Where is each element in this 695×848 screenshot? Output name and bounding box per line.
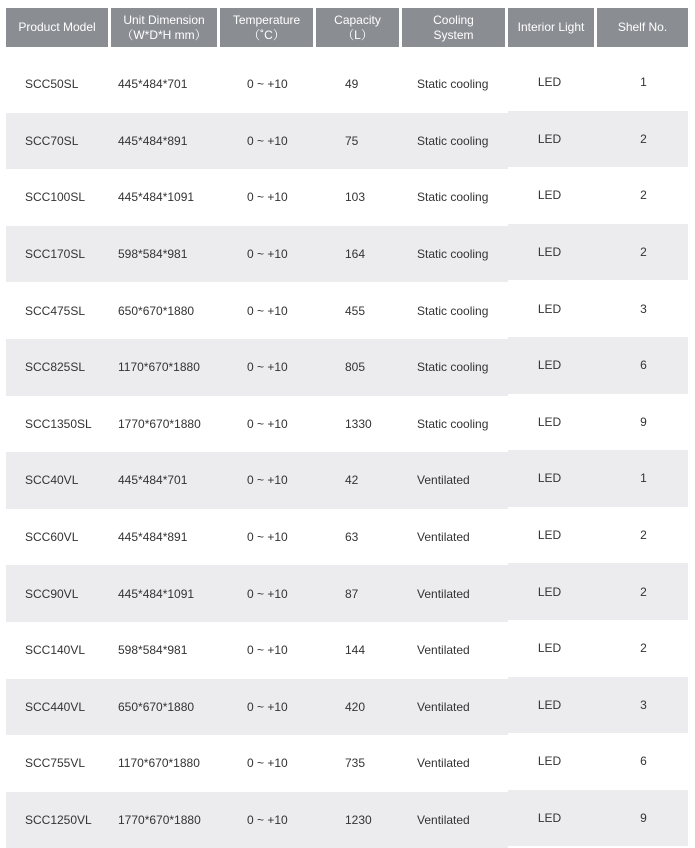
table-row — [6, 56, 688, 113]
header-temperature — [220, 8, 316, 47]
header-row — [6, 8, 688, 47]
cell-interior-light: LED — [508, 54, 597, 111]
cell-interior-light: LED — [508, 790, 597, 847]
cell-product-model: SCC475SL — [6, 282, 111, 339]
cell-shelf-no: 6 — [597, 733, 688, 790]
header-cooling-system — [402, 8, 508, 47]
table-row — [6, 396, 688, 453]
cell-capacity: 1330 — [316, 396, 402, 453]
cell-temperature: 0 ~ +10 — [220, 56, 316, 113]
cell-cooling-system: Ventilated — [402, 509, 508, 566]
cell-interior-light: LED — [508, 450, 597, 507]
cell-temperature: 0 ~ +10 — [220, 565, 316, 622]
cell-capacity: 75 — [316, 113, 402, 170]
cell-cooling-system: Static cooling — [402, 282, 508, 339]
cell-shelf-no: 2 — [597, 507, 688, 564]
cell-cooling-system: Ventilated — [402, 735, 508, 792]
cell-capacity: 63 — [316, 509, 402, 566]
header-product-model — [6, 8, 111, 47]
cell-interior-light: LED — [508, 280, 597, 337]
cell-temperature: 0 ~ +10 — [220, 113, 316, 170]
cell-capacity: 144 — [316, 622, 402, 679]
cell-unit-dimension: 1770*670*1880 — [111, 792, 220, 848]
header-unit: （L） — [342, 27, 373, 42]
cell-unit-dimension: 598*584*981 — [111, 622, 220, 679]
table-row — [6, 282, 688, 339]
header-label: Shelf No. — [617, 20, 668, 34]
cell-temperature: 0 ~ +10 — [220, 452, 316, 509]
cell-unit-dimension: 598*584*981 — [111, 226, 220, 283]
cell-temperature: 0 ~ +10 — [220, 735, 316, 792]
cell-cooling-system: Ventilated — [402, 452, 508, 509]
cell-capacity: 103 — [316, 169, 402, 226]
header-unit-dimension — [111, 8, 220, 47]
header-label: Temperature — [232, 12, 301, 27]
cell-product-model: SCC825SL — [6, 339, 111, 396]
cell-product-model: SCC40VL — [6, 452, 111, 509]
cell-temperature: 0 ~ +10 — [220, 509, 316, 566]
cell-capacity: 164 — [316, 226, 402, 283]
header-capacity — [316, 8, 402, 47]
cell-shelf-no: 2 — [597, 167, 688, 224]
cell-product-model: SCC440VL — [6, 679, 111, 736]
header-unit: System — [433, 27, 474, 42]
table-row — [6, 113, 688, 170]
cell-unit-dimension: 650*670*1880 — [111, 679, 220, 736]
cell-product-model: SCC90VL — [6, 565, 111, 622]
cell-temperature: 0 ~ +10 — [220, 679, 316, 736]
header-label: Interior Light — [517, 20, 585, 34]
cell-unit-dimension: 1170*670*1880 — [111, 735, 220, 792]
cell-temperature: 0 ~ +10 — [220, 339, 316, 396]
spec-table-container — [6, 8, 688, 848]
cell-shelf-no: 2 — [597, 111, 688, 168]
cell-cooling-system: Ventilated — [402, 622, 508, 679]
cell-cooling-system: Static cooling — [402, 339, 508, 396]
cell-temperature: 0 ~ +10 — [220, 169, 316, 226]
cell-interior-light: LED — [508, 394, 597, 451]
cell-product-model: SCC170SL — [6, 226, 111, 283]
table-row — [6, 452, 688, 509]
table-row — [6, 565, 688, 622]
header-label: Unit Dimension — [123, 12, 205, 27]
cell-product-model: SCC100SL — [6, 169, 111, 226]
table-header — [6, 8, 688, 47]
cell-unit-dimension: 445*484*891 — [111, 509, 220, 566]
cell-product-model: SCC140VL — [6, 622, 111, 679]
product-spec-table — [6, 8, 688, 848]
cell-interior-light: LED — [508, 507, 597, 564]
cell-interior-light: LED — [508, 563, 597, 620]
header-unit: （˚C） — [248, 27, 285, 42]
cell-product-model: SCC70SL — [6, 113, 111, 170]
cell-temperature: 0 ~ +10 — [220, 396, 316, 453]
cell-unit-dimension: 650*670*1880 — [111, 282, 220, 339]
header-unit: （W*D*H mm） — [121, 27, 207, 42]
cell-cooling-system: Ventilated — [402, 792, 508, 848]
cell-cooling-system: Ventilated — [402, 679, 508, 736]
header-shelf-no — [597, 8, 688, 47]
table-row — [6, 735, 688, 792]
table-row — [6, 679, 688, 736]
cell-capacity: 735 — [316, 735, 402, 792]
cell-shelf-no: 1 — [597, 450, 688, 507]
cell-shelf-no: 2 — [597, 620, 688, 677]
cell-cooling-system: Static cooling — [402, 396, 508, 453]
cell-unit-dimension: 445*484*891 — [111, 113, 220, 170]
cell-product-model: SCC50SL — [6, 56, 111, 113]
cell-shelf-no: 9 — [597, 790, 688, 847]
cell-shelf-no: 2 — [597, 563, 688, 620]
cell-shelf-no: 3 — [597, 677, 688, 734]
cell-shelf-no: 1 — [597, 54, 688, 111]
cell-interior-light: LED — [508, 337, 597, 394]
cell-cooling-system: Static cooling — [402, 56, 508, 113]
table-row — [6, 339, 688, 396]
cell-shelf-no: 6 — [597, 337, 688, 394]
cell-product-model: SCC755VL — [6, 735, 111, 792]
cell-interior-light: LED — [508, 111, 597, 168]
cell-capacity: 805 — [316, 339, 402, 396]
cell-cooling-system: Static cooling — [402, 113, 508, 170]
cell-capacity: 455 — [316, 282, 402, 339]
cell-temperature: 0 ~ +10 — [220, 622, 316, 679]
table-row — [6, 509, 688, 566]
header-label: Cooling — [433, 12, 474, 27]
cell-product-model: SCC1350SL — [6, 396, 111, 453]
table-row — [6, 622, 688, 679]
cell-shelf-no: 9 — [597, 394, 688, 451]
cell-shelf-no: 3 — [597, 280, 688, 337]
cell-interior-light: LED — [508, 677, 597, 734]
header-label: Capacity — [334, 12, 381, 27]
table-body — [6, 47, 688, 848]
cell-capacity: 42 — [316, 452, 402, 509]
cell-interior-light: LED — [508, 167, 597, 224]
cell-capacity: 49 — [316, 56, 402, 113]
cell-unit-dimension: 1170*670*1880 — [111, 339, 220, 396]
cell-product-model: SCC1250VL — [6, 792, 111, 848]
cell-unit-dimension: 445*484*1091 — [111, 565, 220, 622]
cell-capacity: 420 — [316, 679, 402, 736]
cell-interior-light: LED — [508, 620, 597, 677]
cell-cooling-system: Static cooling — [402, 169, 508, 226]
cell-unit-dimension: 445*484*1091 — [111, 169, 220, 226]
table-row — [6, 169, 688, 226]
cell-temperature: 0 ~ +10 — [220, 226, 316, 283]
cell-interior-light: LED — [508, 733, 597, 790]
header-interior-light — [508, 8, 597, 47]
table-row — [6, 792, 688, 848]
cell-interior-light: LED — [508, 224, 597, 281]
cell-temperature: 0 ~ +10 — [220, 792, 316, 848]
cell-unit-dimension: 445*484*701 — [111, 452, 220, 509]
cell-unit-dimension: 445*484*701 — [111, 56, 220, 113]
cell-unit-dimension: 1770*670*1880 — [111, 396, 220, 453]
table-row — [6, 226, 688, 283]
cell-capacity: 1230 — [316, 792, 402, 848]
cell-product-model: SCC60VL — [6, 509, 111, 566]
cell-capacity: 87 — [316, 565, 402, 622]
cell-shelf-no: 2 — [597, 224, 688, 281]
cell-temperature: 0 ~ +10 — [220, 282, 316, 339]
cell-cooling-system: Static cooling — [402, 226, 508, 283]
cell-cooling-system: Ventilated — [402, 565, 508, 622]
header-label: Product Model — [18, 20, 96, 34]
